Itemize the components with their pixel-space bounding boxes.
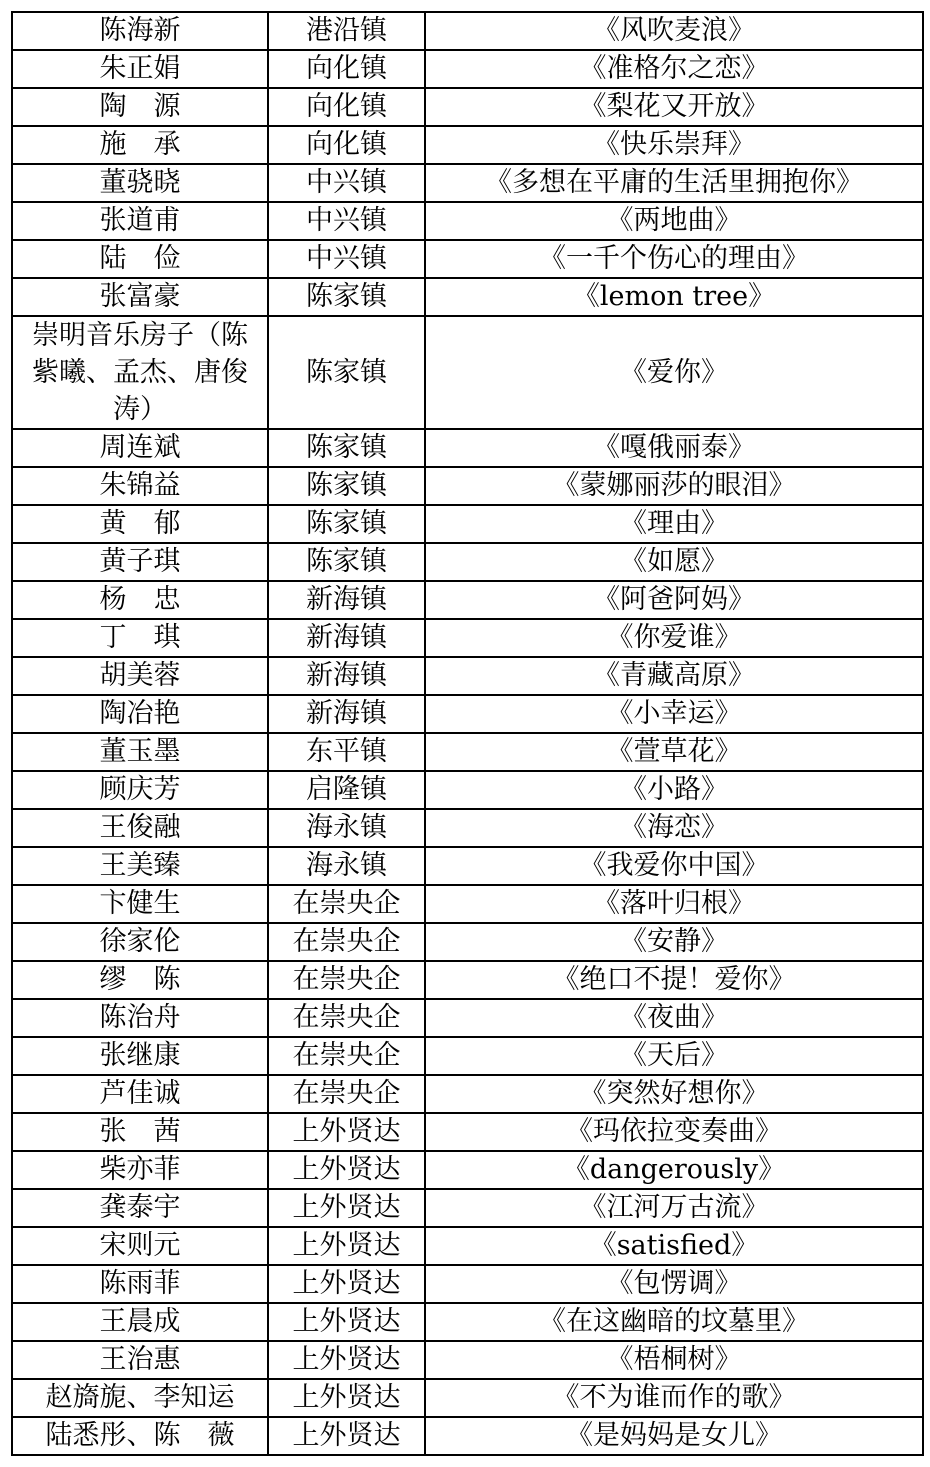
table-row [12, 657, 923, 695]
performer-name-cell: 王晨成 [12, 1303, 268, 1341]
song-title-cell: 《不为谁而作的歌》 [425, 1379, 923, 1417]
song-title-cell: 《梧桐树》 [425, 1341, 923, 1379]
table-row [12, 88, 923, 126]
table-row [12, 164, 923, 202]
performer-table [11, 11, 924, 1456]
song-title-cell: 《玛依拉变奏曲》 [425, 1113, 923, 1151]
town-cell: 陈家镇 [268, 429, 425, 467]
table-row [12, 1379, 923, 1417]
song-title-cell: 《lemon tree》 [425, 278, 923, 316]
town-cell: 海永镇 [268, 809, 425, 847]
table-row [12, 999, 923, 1037]
town-cell: 上外贤达 [268, 1189, 425, 1227]
table-row [12, 1037, 923, 1075]
song-title-cell: 《多想在平庸的生活里拥抱你》 [425, 164, 923, 202]
table-row [12, 1227, 923, 1265]
performer-name-cell: 陶 源 [12, 88, 268, 126]
performer-name-cell: 芦佳诚 [12, 1075, 268, 1113]
town-cell: 在崇央企 [268, 999, 425, 1037]
town-cell: 东平镇 [268, 733, 425, 771]
song-title-cell: 《蒙娜丽莎的眼泪》 [425, 467, 923, 505]
performer-name-cell: 丁 琪 [12, 619, 268, 657]
performer-name-cell: 朱锦益 [12, 467, 268, 505]
town-cell: 在崇央企 [268, 1037, 425, 1075]
performer-name-cell: 张继康 [12, 1037, 268, 1075]
performer-name-cell: 陈治舟 [12, 999, 268, 1037]
song-title-cell: 《江河万古流》 [425, 1189, 923, 1227]
town-cell: 陈家镇 [268, 505, 425, 543]
table-row [12, 505, 923, 543]
town-cell: 上外贤达 [268, 1227, 425, 1265]
performer-name-cell: 陆悉彤、陈 薇 [12, 1417, 268, 1455]
song-title-cell: 《小路》 [425, 771, 923, 809]
table-row [12, 12, 923, 50]
performer-name-cell: 周连斌 [12, 429, 268, 467]
town-cell: 上外贤达 [268, 1113, 425, 1151]
table-row [12, 733, 923, 771]
table-row [12, 695, 923, 733]
town-cell: 上外贤达 [268, 1303, 425, 1341]
song-title-cell: 《两地曲》 [425, 202, 923, 240]
performer-name-cell: 张道甫 [12, 202, 268, 240]
performer-name-cell: 缪 陈 [12, 961, 268, 999]
performer-name-cell: 张富豪 [12, 278, 268, 316]
town-cell: 新海镇 [268, 619, 425, 657]
song-title-cell: 《阿爸阿妈》 [425, 581, 923, 619]
town-cell: 在崇央企 [268, 961, 425, 999]
performer-name-cell: 龚泰宇 [12, 1189, 268, 1227]
town-cell: 启隆镇 [268, 771, 425, 809]
town-cell: 上外贤达 [268, 1379, 425, 1417]
table-row [12, 240, 923, 278]
table-row [12, 278, 923, 316]
town-cell: 中兴镇 [268, 202, 425, 240]
song-title-cell: 《萱草花》 [425, 733, 923, 771]
table-body [12, 12, 923, 1455]
town-cell: 在崇央企 [268, 1075, 425, 1113]
performer-name-cell: 徐家伦 [12, 923, 268, 961]
song-title-cell: 《一千个伤心的理由》 [425, 240, 923, 278]
performer-name-cell: 施 承 [12, 126, 268, 164]
town-cell: 新海镇 [268, 581, 425, 619]
table-row [12, 467, 923, 505]
table-row [12, 1303, 923, 1341]
song-title-cell: 《海恋》 [425, 809, 923, 847]
table-row [12, 809, 923, 847]
song-title-cell: 《在这幽暗的坟墓里》 [425, 1303, 923, 1341]
performer-name-cell: 崇明音乐房子（陈紫曦、孟杰、唐俊涛） [12, 316, 268, 429]
table-row [12, 1075, 923, 1113]
town-cell: 港沿镇 [268, 12, 425, 50]
song-title-cell: 《爱你》 [425, 316, 923, 429]
song-title-cell: 《落叶归根》 [425, 885, 923, 923]
song-title-cell: 《嘎俄丽泰》 [425, 429, 923, 467]
performer-name-cell: 董玉墨 [12, 733, 268, 771]
song-title-cell: 《天后》 [425, 1037, 923, 1075]
performer-name-cell: 陶冶艳 [12, 695, 268, 733]
song-title-cell: 《如愿》 [425, 543, 923, 581]
table-row [12, 1113, 923, 1151]
town-cell: 海永镇 [268, 847, 425, 885]
table-row [12, 50, 923, 88]
town-cell: 中兴镇 [268, 164, 425, 202]
town-cell: 向化镇 [268, 50, 425, 88]
performer-name-cell: 王治惠 [12, 1341, 268, 1379]
town-cell: 在崇央企 [268, 885, 425, 923]
town-cell: 陈家镇 [268, 467, 425, 505]
performer-name-cell: 张 茜 [12, 1113, 268, 1151]
song-title-cell: 《梨花又开放》 [425, 88, 923, 126]
town-cell: 陈家镇 [268, 543, 425, 581]
town-cell: 上外贤达 [268, 1265, 425, 1303]
performer-name-cell: 陈雨菲 [12, 1265, 268, 1303]
town-cell: 陈家镇 [268, 316, 425, 429]
town-cell: 中兴镇 [268, 240, 425, 278]
table-row [12, 202, 923, 240]
town-cell: 向化镇 [268, 126, 425, 164]
performer-name-cell: 朱正娟 [12, 50, 268, 88]
song-title-cell: 《青藏高原》 [425, 657, 923, 695]
table-row [12, 1265, 923, 1303]
table-row [12, 1417, 923, 1455]
performer-name-cell: 赵旖旎、李知运 [12, 1379, 268, 1417]
song-title-cell: 《你爱谁》 [425, 619, 923, 657]
table-row [12, 619, 923, 657]
town-cell: 上外贤达 [268, 1417, 425, 1455]
town-cell: 陈家镇 [268, 278, 425, 316]
song-title-cell: 《我爱你中国》 [425, 847, 923, 885]
table-row [12, 1189, 923, 1227]
table-row [12, 543, 923, 581]
performer-name-cell: 胡美蓉 [12, 657, 268, 695]
performer-name-cell: 陈海新 [12, 12, 268, 50]
town-cell: 向化镇 [268, 88, 425, 126]
performer-name-cell: 杨 忠 [12, 581, 268, 619]
performer-name-cell: 黄 郁 [12, 505, 268, 543]
table-row [12, 429, 923, 467]
table-row [12, 1151, 923, 1189]
table-row [12, 923, 923, 961]
song-title-cell: 《dangerously》 [425, 1151, 923, 1189]
performer-name-cell: 宋则元 [12, 1227, 268, 1265]
song-title-cell: 《夜曲》 [425, 999, 923, 1037]
song-title-cell: 《突然好想你》 [425, 1075, 923, 1113]
table-row [12, 885, 923, 923]
song-title-cell: 《风吹麦浪》 [425, 12, 923, 50]
town-cell: 上外贤达 [268, 1151, 425, 1189]
song-title-cell: 《包愣调》 [425, 1265, 923, 1303]
song-title-cell: 《小幸运》 [425, 695, 923, 733]
performer-name-cell: 顾庆芳 [12, 771, 268, 809]
song-title-cell: 《理由》 [425, 505, 923, 543]
performer-name-cell: 卞健生 [12, 885, 268, 923]
table-row [12, 847, 923, 885]
performer-name-cell: 黄子琪 [12, 543, 268, 581]
table-row [12, 316, 923, 429]
performer-name-cell: 王美臻 [12, 847, 268, 885]
table-row [12, 581, 923, 619]
table-row [12, 961, 923, 999]
town-cell: 在崇央企 [268, 923, 425, 961]
performer-name-cell: 董骁晓 [12, 164, 268, 202]
town-cell: 新海镇 [268, 695, 425, 733]
table-row [12, 126, 923, 164]
song-title-cell: 《satisfied》 [425, 1227, 923, 1265]
song-title-cell: 《快乐崇拜》 [425, 126, 923, 164]
table-row [12, 1341, 923, 1379]
song-title-cell: 《绝口不提！爱你》 [425, 961, 923, 999]
song-title-cell: 《安静》 [425, 923, 923, 961]
song-title-cell: 《准格尔之恋》 [425, 50, 923, 88]
town-cell: 新海镇 [268, 657, 425, 695]
performer-name-cell: 柴亦菲 [12, 1151, 268, 1189]
town-cell: 上外贤达 [268, 1341, 425, 1379]
performer-name-cell: 陆 俭 [12, 240, 268, 278]
song-title-cell: 《是妈妈是女儿》 [425, 1417, 923, 1455]
table-row [12, 771, 923, 809]
performer-name-cell: 王俊融 [12, 809, 268, 847]
